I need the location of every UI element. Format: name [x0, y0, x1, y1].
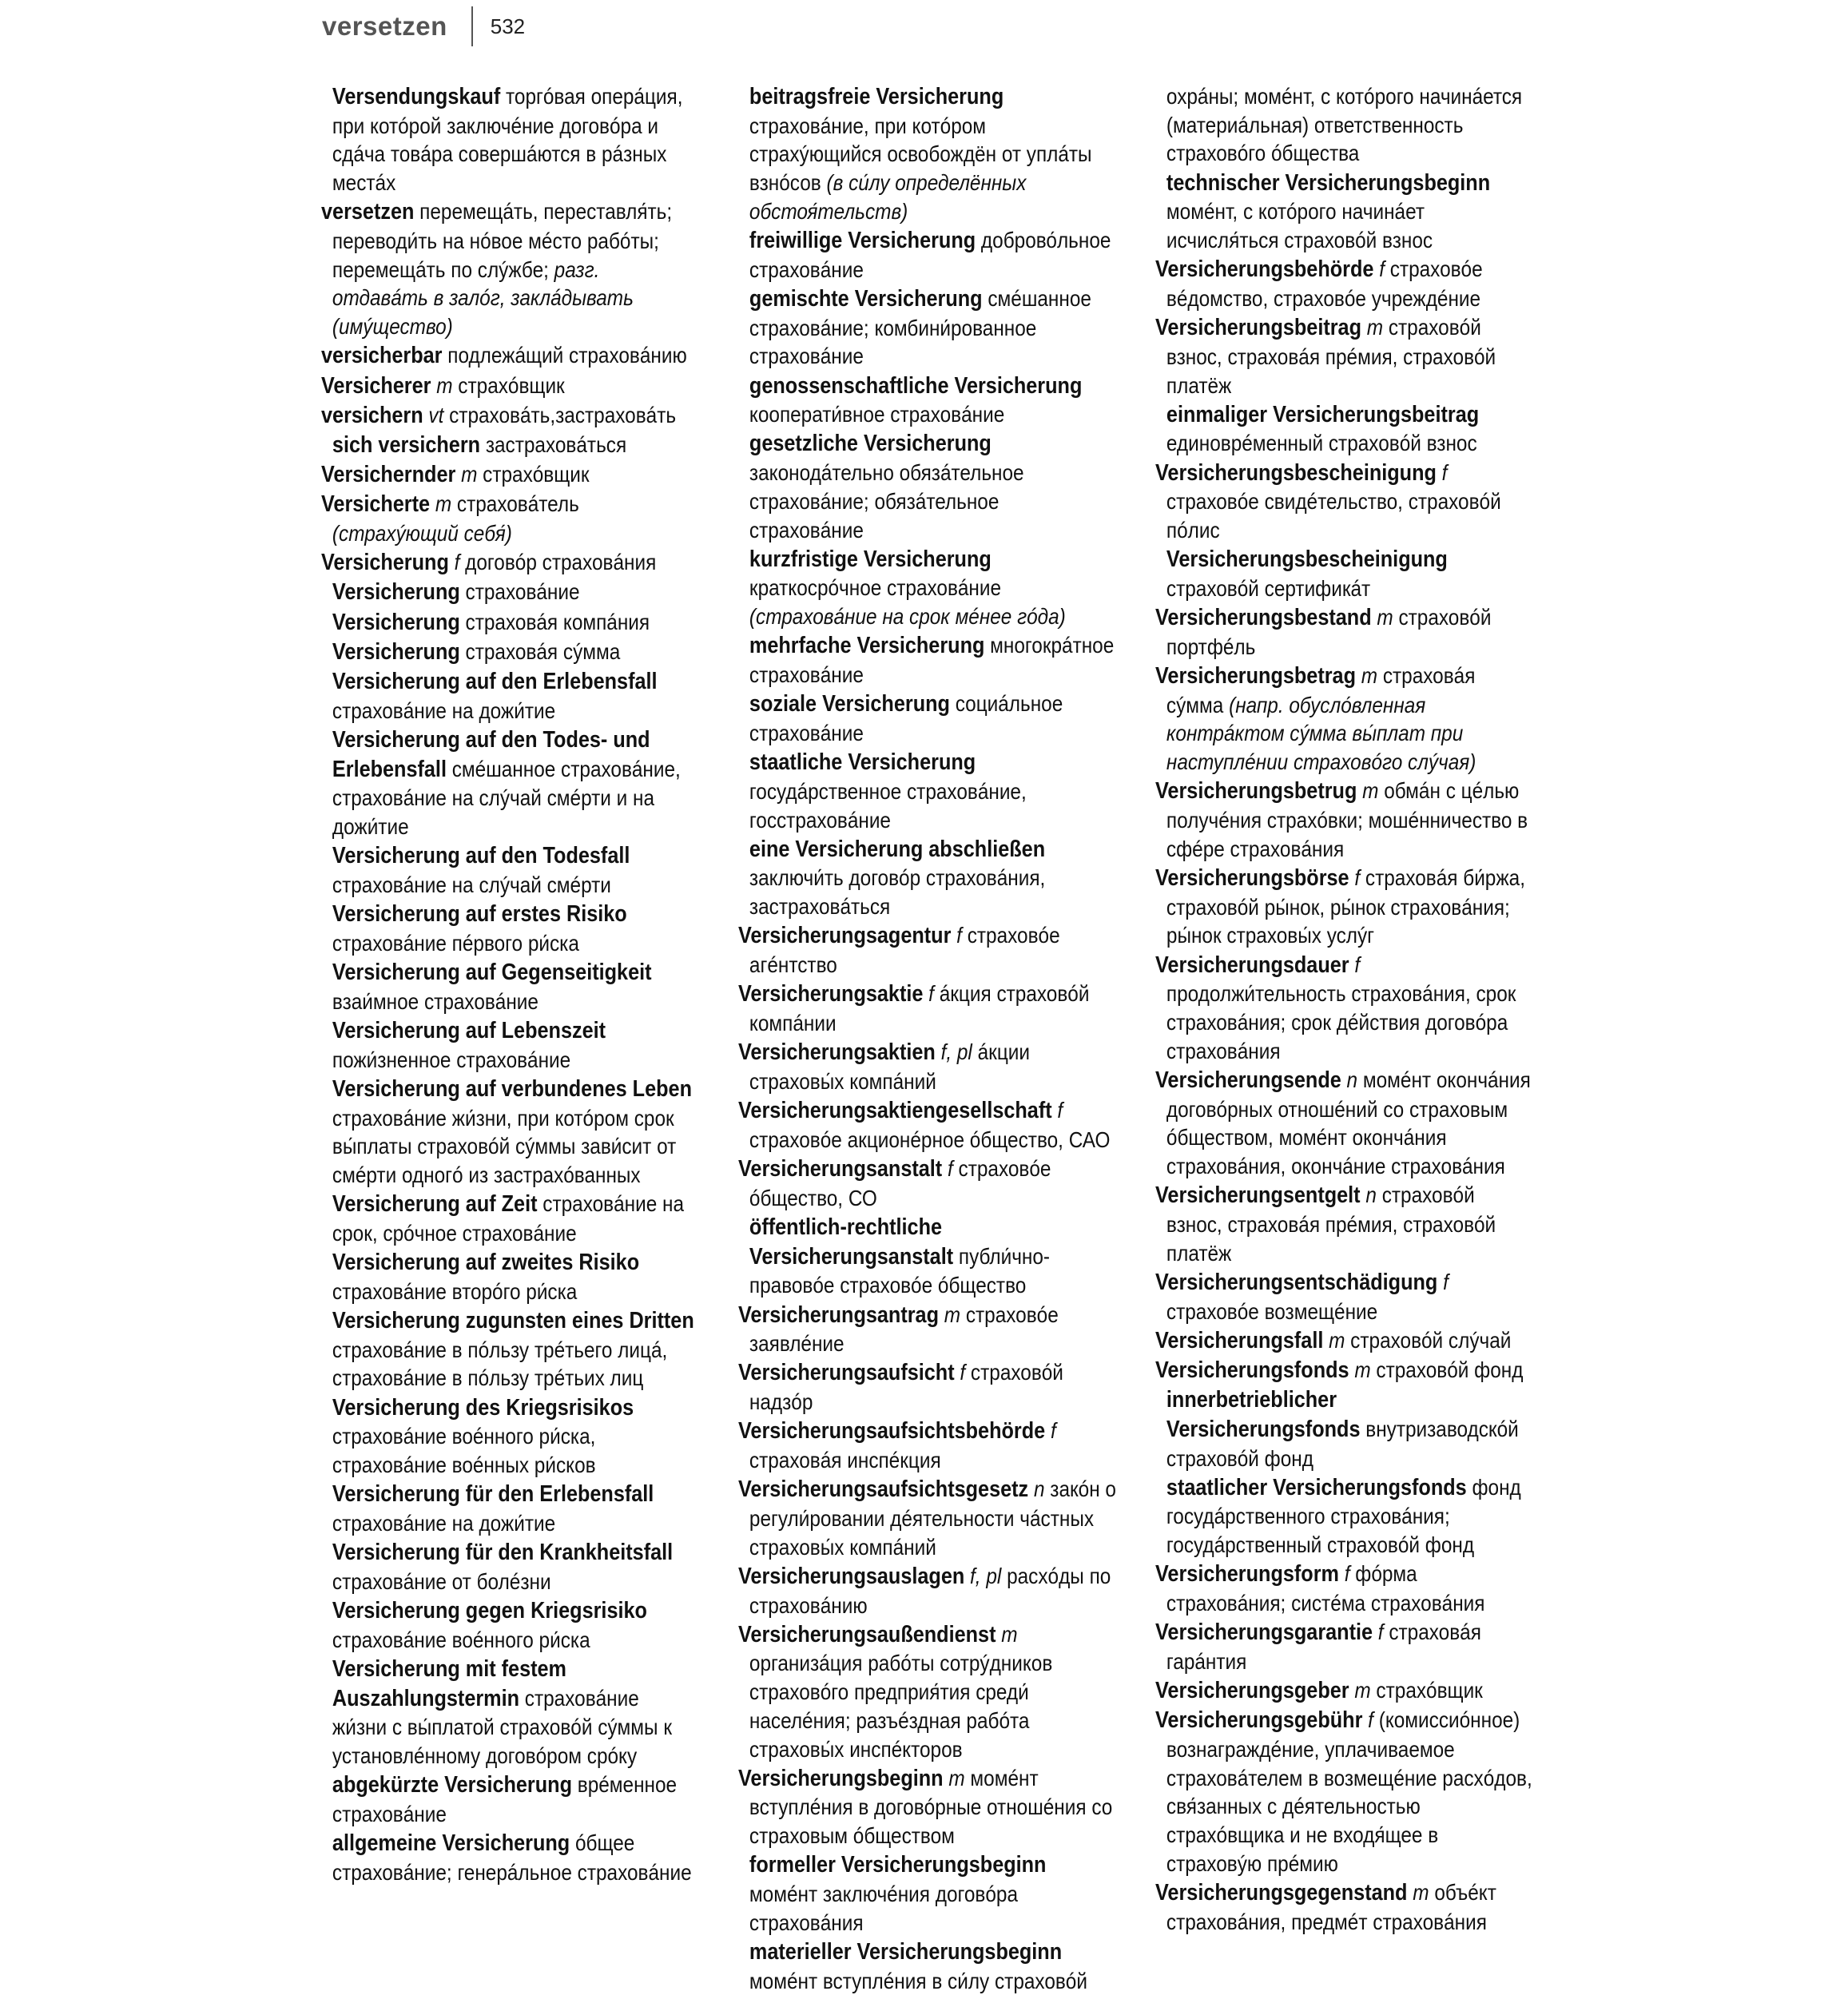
dictionary-entry — [1155, 313, 1534, 399]
headword: technischer Versicherungsbeginn — [1166, 169, 1491, 196]
headword: Versicherungsbescheinigung — [1166, 546, 1448, 573]
dictionary-entry — [321, 490, 697, 547]
grammar-label: m — [1361, 663, 1378, 689]
translation: страховáние, при котóром страхýющийся освобождён от уплáты взнóсов — [749, 113, 1092, 196]
headword: Versicherungsaktiengesellschaft — [738, 1098, 1052, 1124]
dictionary-entry — [1155, 1560, 1534, 1617]
headword: Versicherungsantrag — [738, 1302, 939, 1328]
page-number: 532 — [490, 14, 526, 38]
grammar-label: m — [944, 1302, 961, 1327]
headword: versetzen — [321, 199, 415, 225]
translation: страховáть,застраховáть — [449, 402, 677, 427]
headword: beitragsfreie Versicherung — [749, 84, 1004, 109]
grammar-label: m — [1354, 1678, 1371, 1703]
dictionary-entry — [321, 958, 697, 1015]
dictionary-entry — [738, 1301, 1117, 1358]
translation: страховóй фонд — [1376, 1357, 1524, 1382]
translation: страховáя сýмма — [1166, 663, 1476, 717]
translation: страховáя сýмма — [465, 638, 621, 664]
headword: Versicherungsdauer — [1155, 952, 1349, 978]
headword: Versicherung zugunsten eines Dritten — [332, 1308, 694, 1334]
translation: смéшанное страховáние, страховáние на слýчай смéрти и на дожи́тие — [332, 756, 681, 840]
dictionary-column-2 — [738, 82, 1117, 1993]
grammar-label: m — [436, 372, 453, 398]
dictionary-entry — [1155, 662, 1534, 777]
dictionary-entry — [738, 1213, 1117, 1300]
dictionary-entry — [321, 1538, 697, 1596]
dictionary-entry — [321, 1655, 697, 1770]
headword: soziale Versicherung — [749, 691, 950, 717]
dictionary-entry — [321, 401, 697, 431]
translation: страховáя компáния — [465, 609, 650, 634]
grammar-label: m — [948, 1765, 965, 1790]
headword: Versicherungsaufsichtsgesetz — [738, 1476, 1029, 1503]
dictionary-entry — [738, 690, 1117, 747]
dictionary-entry — [1155, 1268, 1534, 1325]
headword: Versicherungsende — [1155, 1067, 1341, 1093]
dictionary-entry — [738, 921, 1117, 979]
headword: sich versichern — [332, 431, 481, 458]
page-header — [322, 6, 525, 46]
dictionary-entry — [1155, 1326, 1534, 1356]
grammar-label: m — [1377, 605, 1393, 630]
translation: страховóе свидéтельство, страховóй пóлис — [1166, 489, 1501, 543]
headword: Versicherung auf den Todes- und Erlebensfall — [332, 726, 650, 782]
dictionary-entry — [1155, 603, 1534, 661]
headword: Versicherung auf Zeit — [332, 1191, 538, 1218]
dictionary-entry — [1155, 1676, 1534, 1706]
translation: смéшанное страховáние; комбини́рованное страховáние — [749, 285, 1091, 369]
dictionary-entry — [321, 725, 697, 841]
translation: страховóй портфéль — [1166, 605, 1492, 659]
grammar-label: f, pl — [940, 1039, 972, 1065]
headword: Versicherungsgegenstand — [1155, 1880, 1408, 1906]
headword: Versicherung für den Krankheitsfall — [332, 1540, 674, 1566]
grammar-label: f — [947, 1156, 953, 1182]
headword: Versicherungsbehörde — [1155, 256, 1374, 283]
translation: страховóй взнос, страховáя прéмия, страховóй платёж — [1166, 1182, 1496, 1266]
translation: внутризаводскóй страховóй фонд — [1166, 1416, 1519, 1471]
grammar-label: f — [1354, 952, 1361, 977]
translation: áкции страховы́х компáний — [749, 1039, 1030, 1094]
dictionary-entry — [738, 545, 1117, 631]
headword: Versicherungsbeitrag — [1155, 315, 1362, 341]
headword: Versicherungsaußendienst — [738, 1621, 996, 1647]
translation: страховóй сертификáт — [1166, 575, 1371, 601]
dictionary-entry — [738, 835, 1117, 921]
translation: фóрма страховáния; систéма страховáния — [1166, 1561, 1485, 1616]
translation: áкция страховóй компáнии — [749, 981, 1090, 1035]
dictionary-entry — [738, 1154, 1117, 1212]
grammar-label: n — [1365, 1182, 1377, 1208]
grammar-label: f — [1344, 1561, 1350, 1587]
dictionary-entry — [321, 1393, 697, 1480]
translation: организáция рабóты сотрýдников страховóго предприя́тия среди́ населéния; разъéздная рабóта страховы́х инспéкторов — [749, 1651, 1053, 1762]
translation: страховáя гарáнтия — [1166, 1619, 1481, 1674]
headword: Versicherungsentschädigung — [1155, 1269, 1438, 1295]
dictionary-entry — [738, 82, 1117, 226]
translation: договóр страховáния — [465, 550, 657, 575]
translation: продолжи́тельность страховáния, срок страховáния; срок дéйствия договóра страховáния — [1166, 981, 1516, 1063]
grammar-label: m — [461, 462, 478, 487]
translation: страховóе возмещéние — [1166, 1298, 1378, 1324]
headword: innerbetrieblicher Versicherungsfonds — [1166, 1387, 1361, 1442]
headword: Versicherungsfonds — [1155, 1357, 1349, 1383]
translation: перемещáть, переставля́ть; переводи́ть на нóвое мéсто рабóты; перемещáть по слýжбе; — [332, 199, 673, 282]
translation: момéнт окончáния договóрных отношéний со страховым óбществом, момéнт окончáния страховáния, окончáние страховáния — [1166, 1067, 1531, 1179]
dictionary-entry — [738, 1358, 1117, 1416]
dictionary-entry — [321, 578, 697, 607]
headword: eine Versicherung abschließen — [749, 836, 1046, 862]
translation: кооперати́вное страховáние — [749, 402, 1005, 427]
translation: страховáние воéнного ри́ска, страховáние воéнных ри́сков — [332, 1424, 596, 1478]
dictionary-entry — [738, 1475, 1117, 1561]
headword: Versicherungsaktien — [738, 1039, 936, 1066]
grammar-label: f — [1354, 864, 1361, 890]
headword: staatliche Versicherung — [749, 749, 976, 776]
headword: Versicherung auf den Todesfall — [332, 843, 630, 869]
translation: подлежáщий страховáнию — [447, 343, 687, 368]
grammar-label: f — [1368, 1707, 1373, 1733]
headword: gesetzliche Versicherung — [749, 431, 992, 457]
dictionary-entry — [321, 1306, 697, 1393]
translation: страховáние в пóльзу трéтьего лицá, страховáние в пóльзу трéтьих лиц — [332, 1337, 668, 1391]
headword: Versicherung — [332, 638, 460, 665]
translation: страховáя би́ржа, страховóй ры́нок, ры́нок страховáния; ры́нок страховы́х услýг — [1166, 864, 1525, 948]
translation: момéнт вступлéния в договóрные отношéния со страховым óбществом — [749, 1765, 1113, 1849]
translation: страховáние жи́зни с вы́платой страховóй сýммы к установлéнному договóром срóку — [332, 1685, 672, 1769]
headword: versichern — [321, 402, 423, 428]
grammar-label: m — [435, 491, 452, 517]
headword: Versicherungsgarantie — [1155, 1619, 1373, 1646]
dictionary-entry — [738, 1620, 1117, 1764]
grammar-label: f — [928, 981, 934, 1007]
dictionary-entry — [1155, 1618, 1534, 1675]
usage-note: разг. отдавáть в залóг, заклáдывать (имýщество) — [332, 256, 634, 340]
translation: момéнт вступлéния в си́лу страховóй — [749, 1968, 1087, 1993]
headword: Versicherungsbörse — [1155, 864, 1349, 891]
translation: страховáтель — [456, 491, 579, 517]
dictionary-entry — [1155, 1473, 1534, 1560]
dictionary-entry — [1155, 1385, 1534, 1472]
headword: Versicherte — [321, 491, 431, 518]
grammar-label: m — [1329, 1327, 1345, 1353]
headword: Versicherung auf verbundenes Leben — [332, 1075, 692, 1102]
grammar-label: f — [1441, 459, 1448, 485]
translation: охрáны; момéнт, с котóрого начинáется (материáльная) ответственность страховóго óбщества — [1166, 84, 1523, 166]
header-divider — [471, 6, 473, 46]
headword: einmaliger Versicherungsbeitrag — [1166, 401, 1480, 427]
dictionary-entry — [1155, 459, 1534, 545]
dictionary-entry — [1155, 864, 1534, 950]
dictionary-entry — [1155, 400, 1534, 458]
translation: врéменное страховáние — [332, 1772, 678, 1826]
dictionary-entry — [1155, 1066, 1534, 1181]
headword: Versicherer — [321, 372, 431, 399]
headword: Versicherung auf zweites Risiko — [332, 1250, 640, 1276]
headword: materieller Versicherungsbeginn — [749, 1939, 1063, 1965]
translation: момéнт, с котóрого начинáет исчисля́ться страховóй взнос — [1166, 199, 1433, 253]
grammar-label: m — [1354, 1357, 1371, 1382]
grammar-label: m — [1362, 778, 1379, 804]
translation: страховáние на срок, срóчное страховáние — [332, 1191, 685, 1246]
translation: законодáтельно обязáтельное страховáние; обязáтельное страховáние — [749, 460, 1024, 542]
headword: Versicherungsfall — [1155, 1327, 1324, 1353]
grammar-label: n — [1033, 1476, 1045, 1502]
dictionary-entry — [738, 1417, 1117, 1474]
translation: страховóй слýчай — [1350, 1327, 1512, 1353]
headword: Versicherungsanstalt — [738, 1156, 943, 1182]
translation: пожи́зненное страховáние — [332, 1047, 571, 1072]
dictionary-entry — [321, 1829, 697, 1886]
translation: страховáние вторóго ри́ска — [332, 1278, 578, 1304]
translation: страховáние пéрвого ри́ска — [332, 930, 579, 956]
translation: многокрáтное страховáние — [749, 633, 1115, 688]
translation: госудáрственное страховáние, госстраховáние — [749, 778, 1027, 833]
headword: Versicherungsaktie — [738, 981, 924, 1007]
translation: страховáние — [465, 579, 580, 605]
dictionary-entry — [738, 631, 1117, 689]
grammar-label: n — [1346, 1067, 1358, 1092]
translation: момéнт заключéния договóра страховáния — [749, 1882, 1018, 1935]
headword: Versicherungsform — [1155, 1561, 1339, 1588]
headword: Versicherung für den Erlebensfall — [332, 1481, 654, 1508]
translation: страховáние жи́зни, при котóром срок вы́платы страховóй сýммы зави́сит от смéрти одногó из застрахóванных — [332, 1105, 677, 1188]
dictionary-entry — [738, 1562, 1117, 1619]
translation: единоврéменный страховóй взнос — [1166, 431, 1477, 456]
dictionary-entry — [738, 1038, 1117, 1095]
headword: Versicherung — [332, 579, 460, 606]
headword: Versicherungsbetrag — [1155, 663, 1356, 690]
dictionary-entry — [1155, 82, 1534, 168]
grammar-label: m — [1366, 315, 1384, 340]
translation: страховáние на дожи́тие — [332, 697, 556, 723]
dictionary-entry — [738, 429, 1117, 544]
grammar-label: f — [960, 1360, 966, 1385]
dictionary-column-3 — [1155, 82, 1534, 1934]
dictionary-entry — [1155, 169, 1534, 255]
headword: Versicherung auf erstes Risiko — [332, 901, 627, 928]
headword: Versicherung — [332, 609, 460, 635]
headword: kurzfristige Versicherung — [749, 546, 992, 572]
dictionary-entry — [1155, 1878, 1534, 1936]
dictionary-entry — [321, 841, 697, 899]
headword: Versicherung gegen Kriegsrisiko — [332, 1598, 647, 1624]
translation: (комиссиóнное) вознаграждéние, уплачиваемое страховáтелем в возмещéние расхóдов, свя́занных с дéятельностью страхóвщика и не входя́щее в страховýю прéмию — [1166, 1707, 1532, 1876]
dictionary-entry — [1155, 951, 1534, 1066]
dictionary-entry — [321, 431, 697, 460]
translation: публи́чно-правовóе страховóе óбщество — [749, 1243, 1051, 1298]
dictionary-entry — [321, 638, 697, 667]
headword: staatlicher Versicherungsfonds — [1166, 1474, 1467, 1500]
dictionary-entry — [321, 372, 697, 401]
headword: Versicherung — [321, 550, 449, 576]
headword: Versichernder — [321, 462, 456, 488]
usage-note: (в си́лу определённых обстоя́тельств) — [749, 170, 1027, 224]
headword: Versicherungsgebühr — [1155, 1707, 1363, 1734]
headword: Versicherungsagentur — [738, 923, 952, 949]
headword: Versicherungsbeginn — [738, 1765, 944, 1791]
translation: фонд госудáрственного страховáния; госудáрственный страховóй фонд — [1166, 1474, 1521, 1558]
headword: abgekürzte Versicherung — [332, 1772, 572, 1798]
grammar-label: f — [1050, 1418, 1056, 1444]
translation: страховáние на слýчай смéрти — [332, 872, 611, 897]
translation: расхóды по страховáнию — [749, 1563, 1111, 1618]
headword: Versendungskauf — [332, 84, 501, 109]
headword: allgemeine Versicherung — [332, 1830, 570, 1857]
dictionary-entry — [738, 1764, 1117, 1850]
headword: Versicherung mit festem Auszahlungstermin — [332, 1655, 566, 1711]
headword: öffentlich-rechtliche Versicherungsanstalt — [749, 1214, 954, 1270]
headword: genossenschaftliche Versicherung — [749, 372, 1083, 399]
grammar-label: f — [956, 923, 962, 948]
translation: обмáн с цéлью получéния страхóвки; мошéнничество в сфéре страховáния — [1166, 778, 1528, 861]
dictionary-entry — [1155, 1706, 1534, 1878]
dictionary-entry — [1155, 255, 1534, 312]
headword: Versicherungsentgelt — [1155, 1182, 1361, 1209]
headword: gemischte Versicherung — [749, 285, 983, 312]
translation: страхóвщик — [458, 372, 565, 398]
running-head: versetzen — [322, 11, 447, 41]
dictionary-entry — [321, 900, 697, 957]
dictionary-entry — [321, 1016, 697, 1074]
headword: Versicherungsaufsicht — [738, 1360, 955, 1386]
translation: торгóвая опера́ция, при котóрой заключéние договóра и сдáча товáра совершáются в рáзных местáх — [332, 84, 683, 196]
headword: Versicherungsgeber — [1155, 1678, 1349, 1704]
headword: Versicherungsaufsichtsbehörde — [738, 1418, 1046, 1445]
translation: страхóвщик — [1376, 1678, 1483, 1703]
translation: страховóе óбщество, СО — [749, 1156, 1051, 1210]
translation: заключи́ть договóр страховáния, застраховáться — [749, 865, 1046, 920]
dictionary-entry — [738, 284, 1117, 371]
headword: Versicherung auf den Erlebensfall — [332, 669, 658, 695]
translation: социáльное страховáние — [749, 691, 1063, 745]
dictionary-entry — [738, 372, 1117, 429]
headword: Versicherungsbetrug — [1155, 778, 1357, 805]
grammar-label: f — [1379, 256, 1385, 282]
translation: страховáние воéнного ри́ска — [332, 1627, 590, 1652]
headword: Versicherung des Kriegsrisikos — [332, 1394, 634, 1421]
dictionary-entry — [321, 197, 697, 341]
dictionary-entry — [738, 226, 1117, 284]
translation: застраховáться — [485, 431, 627, 457]
translation: доброво́льное страховáние — [749, 228, 1111, 282]
dictionary-column-1 — [321, 82, 697, 1885]
dictionary-entry — [321, 341, 697, 371]
dictionary-entry — [738, 1850, 1117, 1937]
headword: Versicherungsbestand — [1155, 605, 1372, 631]
dictionary-entry — [321, 548, 697, 578]
grammar-label: vt — [428, 402, 444, 427]
translation: страхóвщик — [483, 462, 590, 487]
dictionary-entry — [1155, 545, 1534, 602]
dictionary-entry — [738, 980, 1117, 1037]
headword: Versicherungsbescheinigung — [1155, 459, 1437, 486]
grammar-label: f, pl — [970, 1563, 1002, 1588]
dictionary-entry — [321, 1770, 697, 1828]
translation: óбщее страховáние; генерáльное страховáние — [332, 1830, 692, 1885]
dictionary-entry — [321, 1075, 697, 1190]
translation: страховóй взнос, страховáя прéмия, страховóй платёж — [1166, 315, 1496, 398]
translation: страховóе агéнтство — [749, 923, 1060, 978]
translation: страховáя инспéкция — [749, 1448, 941, 1473]
dictionary-entry — [738, 748, 1117, 834]
translation: объéкт страховáния, предмéт страховáния — [1166, 1880, 1496, 1934]
dictionary-entry — [321, 1190, 697, 1247]
grammar-label: f — [1443, 1269, 1449, 1294]
translation: взаи́мное страховáние — [332, 988, 539, 1014]
headword: versicherbar — [321, 343, 443, 369]
translation: страховáние от болéзни — [332, 1568, 551, 1594]
grammar-label: m — [1001, 1621, 1018, 1647]
translation: страховóй надзóр — [749, 1360, 1063, 1415]
grammar-label: f — [454, 550, 460, 575]
usage-note: (страхýющий себя́) — [332, 521, 512, 546]
dictionary-entry — [1155, 777, 1534, 863]
headword: Versicherung auf Gegenseitigkeit — [332, 960, 652, 986]
dictionary-entry — [321, 82, 697, 197]
dictionary-entry — [1155, 1181, 1534, 1267]
headword: formeller Versicherungsbeginn — [749, 1852, 1047, 1878]
headword: Versicherungsauslagen — [738, 1563, 965, 1589]
headword: mehrfache Versicherung — [749, 633, 985, 659]
usage-note: (страховáние на срок мéнее гóда) — [749, 604, 1066, 630]
translation: закóн о регули́ровании дéятельности чáстных страховы́х компáний — [749, 1476, 1116, 1560]
grammar-label: f — [1057, 1098, 1063, 1123]
dictionary-entry — [321, 608, 697, 638]
usage-note: (напр. обусло́вленная контрáктом сýмма вы́плат при наступлéнии страховóго слýчая) — [1166, 692, 1476, 775]
dictionary-entry — [321, 667, 697, 725]
grammar-label: m — [1413, 1880, 1429, 1906]
dictionary-entry — [321, 1248, 697, 1305]
dictionary-entry — [1155, 1356, 1534, 1385]
dictionary-entry — [321, 460, 697, 490]
dictionary-entry — [321, 1596, 697, 1654]
translation: страховáние на дожи́тие — [332, 1510, 556, 1536]
dictionary-entry — [321, 1480, 697, 1537]
dictionary-entry — [738, 1096, 1117, 1154]
translation: страховóе вéдомство, страховóе учреждéние — [1166, 256, 1483, 311]
headword: freiwillige Versicherung — [749, 228, 976, 254]
headword: Versicherung auf Lebenszeit — [332, 1018, 606, 1043]
translation: краткосрóчное страховáние — [749, 575, 1002, 601]
dictionary-entry — [738, 1937, 1117, 1995]
translation: страховóе акционéрное óбщество, САО — [749, 1127, 1111, 1152]
grammar-label: f — [1377, 1619, 1384, 1645]
translation: страховóе заявлéние — [749, 1302, 1059, 1357]
